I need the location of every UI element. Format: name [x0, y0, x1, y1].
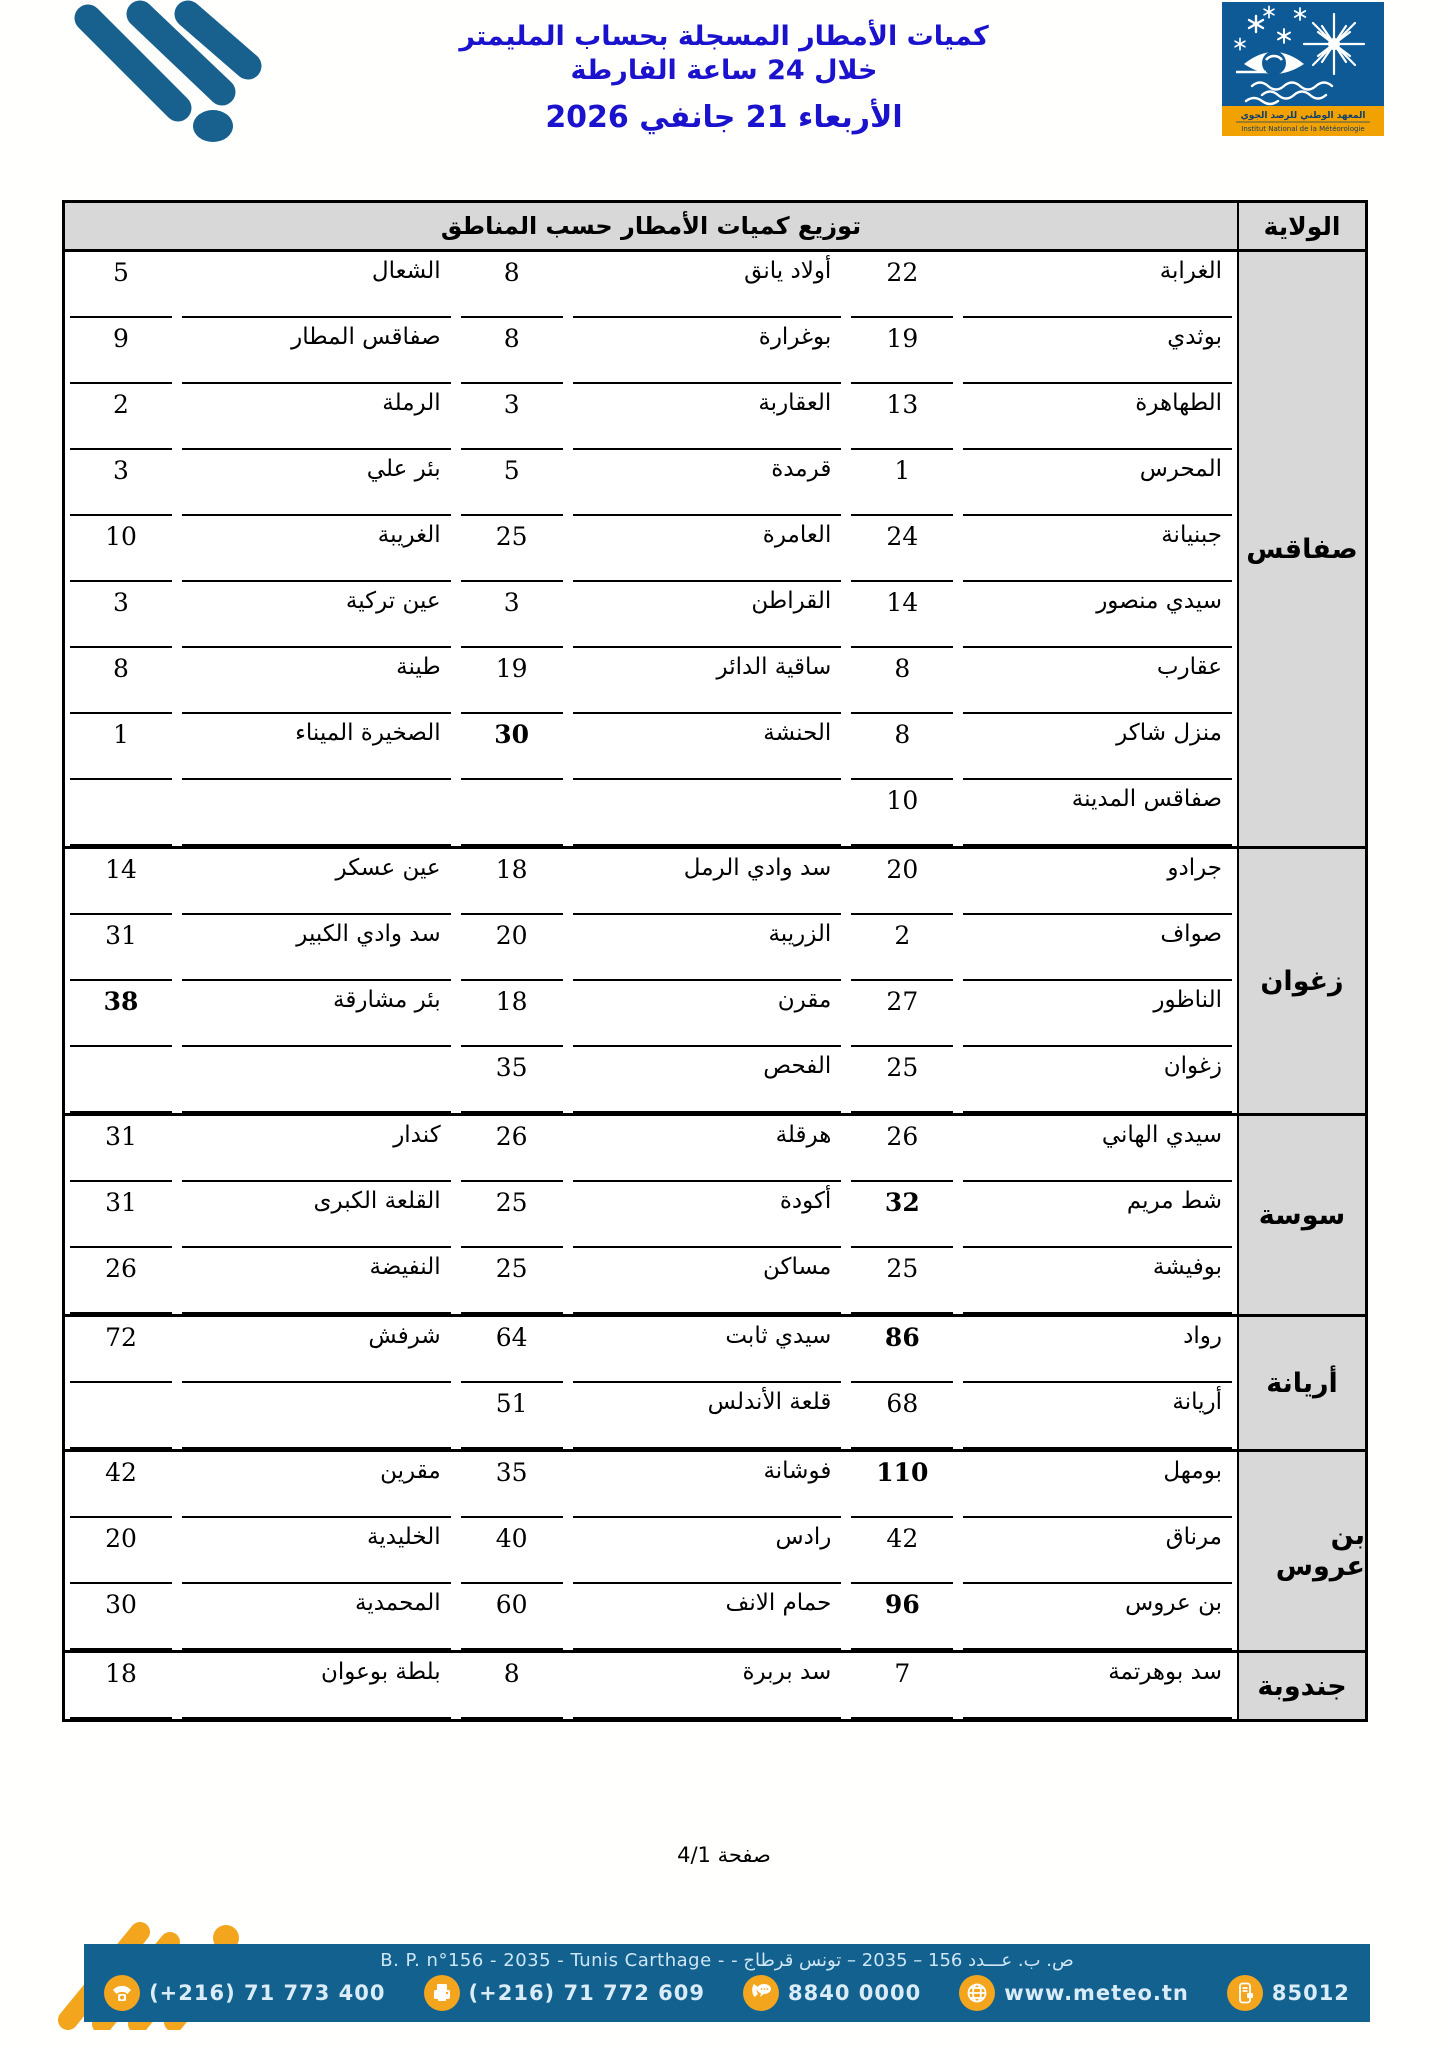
- call-center-icon: [743, 1975, 779, 2011]
- rain-value: 24: [851, 516, 953, 582]
- rain-value: 18: [461, 849, 563, 915]
- rain-value: 18: [70, 1653, 172, 1719]
- rain-value: 25: [851, 1248, 953, 1314]
- station-name: النفيضة: [182, 1248, 451, 1314]
- wilaya-label: أريانة: [1237, 1317, 1365, 1449]
- rain-value: 26: [851, 1116, 953, 1182]
- rain-value: 19: [851, 318, 953, 384]
- station-name: أكودة: [573, 1182, 842, 1248]
- mobile-sms-icon: [1227, 1975, 1263, 2011]
- station-name: العامرة: [573, 516, 842, 582]
- table-row: [65, 780, 1237, 846]
- table-row: [65, 1452, 1237, 1518]
- rain-value: 25: [461, 1182, 563, 1248]
- station-name: المحرس: [963, 450, 1232, 516]
- station-name: بوغرارة: [573, 318, 842, 384]
- table-row: [65, 1182, 1237, 1248]
- station-name: بلطة بوعوان: [182, 1653, 451, 1719]
- table-row: [65, 714, 1237, 780]
- station-name: الزريبة: [573, 915, 842, 981]
- rain-value: 31: [70, 1182, 172, 1248]
- station-name: مساكن: [573, 1248, 842, 1314]
- rain-value: 14: [851, 582, 953, 648]
- station-name: صفاقس المطار: [182, 318, 451, 384]
- page-number: صفحة 4/1: [677, 1843, 771, 1867]
- table-row: [65, 252, 1237, 318]
- rain-value: 26: [70, 1248, 172, 1314]
- rain-value: 10: [70, 516, 172, 582]
- rain-value: 86: [851, 1317, 953, 1383]
- rain-value: 3: [70, 582, 172, 648]
- station-name: شط مريم: [963, 1182, 1232, 1248]
- wilaya-label: جندوبة: [1237, 1653, 1365, 1719]
- inm-logo: [1222, 2, 1384, 136]
- station-name: صفاقس المدينة: [963, 780, 1232, 846]
- inm-caption-fr: Institut National de la Météorologie: [1241, 125, 1365, 133]
- wilaya-section: [65, 1317, 1365, 1452]
- station-name: قرمدة: [573, 450, 842, 516]
- station-name: صواف: [963, 915, 1232, 981]
- station-name: حمام الانف: [573, 1584, 842, 1650]
- report-title-line1: كميات الأمطار المسجلة بحساب المليمتر: [459, 21, 989, 52]
- station-name: عين عسكر: [182, 849, 451, 915]
- station-name: سد وادي الكبير: [182, 915, 451, 981]
- station-name: مقرن: [573, 981, 842, 1047]
- station-name: كندار: [182, 1116, 451, 1182]
- rain-value: 25: [461, 1248, 563, 1314]
- station-name: [182, 1383, 451, 1449]
- station-name: الخليدية: [182, 1518, 451, 1584]
- footer-contacts: [84, 1975, 1370, 2011]
- station-name: بئر علي: [182, 450, 451, 516]
- station-name: منزل شاكر: [963, 714, 1232, 780]
- rain-value: 3: [461, 384, 563, 450]
- wilaya-section: [65, 1653, 1365, 1719]
- rain-value: 3: [70, 450, 172, 516]
- table-row: [65, 915, 1237, 981]
- fax-icon: [424, 1975, 460, 2011]
- rain-value: 18: [461, 981, 563, 1047]
- rain-value: 14: [70, 849, 172, 915]
- wilaya-section: [65, 252, 1365, 849]
- station-name: المحمدية: [182, 1584, 451, 1650]
- station-name: مرناق: [963, 1518, 1232, 1584]
- station-name: عين تركية: [182, 582, 451, 648]
- wilaya-section: [65, 1452, 1365, 1653]
- station-name: سيدي منصور: [963, 582, 1232, 648]
- station-name: طينة: [182, 648, 451, 714]
- station-name: الفحص: [573, 1047, 842, 1113]
- rain-value: 35: [461, 1452, 563, 1518]
- table-row: [65, 1116, 1237, 1182]
- station-name: الغرابة: [963, 252, 1232, 318]
- station-name: بئر مشارقة: [182, 981, 451, 1047]
- table-row: [65, 1383, 1237, 1449]
- wilaya-label: بن عروس: [1237, 1452, 1365, 1650]
- station-name: بوفيشة: [963, 1248, 1232, 1314]
- rain-value: 25: [851, 1047, 953, 1113]
- table-row: [65, 450, 1237, 516]
- station-name: أريانة: [963, 1383, 1232, 1449]
- station-name: الصخيرة الميناء: [182, 714, 451, 780]
- rain-value: 60: [461, 1584, 563, 1650]
- station-name: قلعة الأندلس: [573, 1383, 842, 1449]
- rain-value: [70, 1047, 172, 1113]
- header-regions: توزيع كميات الأمطار حسب المناطق: [440, 212, 862, 240]
- rain-value: 20: [851, 849, 953, 915]
- table-row: [65, 1584, 1237, 1650]
- station-name: [182, 780, 451, 846]
- station-name: الناظور: [963, 981, 1232, 1047]
- station-name: ساقية الدائر: [573, 648, 842, 714]
- footer-address-fr: B. P. n°156 - 2035 - Tunis Carthage -: [380, 1950, 725, 1971]
- table-row: [65, 516, 1237, 582]
- header-wilaya: الولاية: [1237, 203, 1365, 249]
- table-row: [65, 1653, 1237, 1719]
- rain-value: [70, 1383, 172, 1449]
- footer-address-ar: ص. ب. عـــدد 156 – 2035 – تونس قرطاج -: [731, 1950, 1074, 1971]
- station-name: شرفش: [182, 1317, 451, 1383]
- rain-value: 10: [851, 780, 953, 846]
- rain-value: 31: [70, 1116, 172, 1182]
- wilaya-section: [65, 1116, 1365, 1317]
- rainfall-table: [62, 200, 1368, 1722]
- station-name: الغريبة: [182, 516, 451, 582]
- table-row: [65, 648, 1237, 714]
- globe-icon: [959, 1975, 995, 2011]
- station-name: هرقلة: [573, 1116, 842, 1182]
- station-name: [573, 780, 842, 846]
- rain-value: 40: [461, 1518, 563, 1584]
- rain-value: 64: [461, 1317, 563, 1383]
- rain-value: [70, 780, 172, 846]
- station-name: فوشانة: [573, 1452, 842, 1518]
- report-title-line2: خلال 24 ساعة الفارطة: [570, 55, 878, 86]
- station-name: القراطن: [573, 582, 842, 648]
- station-name: عقارب: [963, 648, 1232, 714]
- footer-callcenter: 8840 0000: [743, 1975, 921, 2011]
- table-row: [65, 981, 1237, 1047]
- rain-value: 68: [851, 1383, 953, 1449]
- rain-value: 110: [851, 1452, 953, 1518]
- station-name: الحنشة: [573, 714, 842, 780]
- inm-caption-ar: المعهد الوطني للرصد الجوي: [1240, 111, 1366, 121]
- rain-value: 8: [851, 648, 953, 714]
- table-row: [65, 1047, 1237, 1113]
- rain-value: 32: [851, 1182, 953, 1248]
- rain-value: 30: [70, 1584, 172, 1650]
- telephone-icon: [104, 1975, 140, 2011]
- station-name: الرملة: [182, 384, 451, 450]
- rain-value: 5: [70, 252, 172, 318]
- rain-value: 1: [851, 450, 953, 516]
- table-row: [65, 384, 1237, 450]
- rain-value: 7: [851, 1653, 953, 1719]
- rain-value: 42: [70, 1452, 172, 1518]
- rain-value: 19: [461, 648, 563, 714]
- station-name: رادس: [573, 1518, 842, 1584]
- table-header-row: [65, 203, 1365, 252]
- rain-value: 31: [70, 915, 172, 981]
- station-name: [182, 1047, 451, 1113]
- rain-value: 35: [461, 1047, 563, 1113]
- rain-value: 27: [851, 981, 953, 1047]
- rain-value: 20: [461, 915, 563, 981]
- wilaya-label: صفاقس: [1237, 252, 1365, 846]
- station-name: زغوان: [963, 1047, 1232, 1113]
- station-name: الطهاهرة: [963, 384, 1232, 450]
- table-body: [65, 252, 1365, 1719]
- rain-value: 8: [851, 714, 953, 780]
- rain-value: 72: [70, 1317, 172, 1383]
- station-name: جرادو: [963, 849, 1232, 915]
- table-row: [65, 1317, 1237, 1383]
- footer-phone: (+216) 71 773 400: [104, 1975, 385, 2011]
- rain-value: [461, 780, 563, 846]
- station-name: أولاد يانق: [573, 252, 842, 318]
- table-row: [65, 1518, 1237, 1584]
- station-name: سيدي الهاني: [963, 1116, 1232, 1182]
- rain-value: 51: [461, 1383, 563, 1449]
- footer-sms: 85012: [1227, 1975, 1350, 2011]
- rain-value: 22: [851, 252, 953, 318]
- station-name: سيدي ثابت: [573, 1317, 842, 1383]
- rain-value: 8: [461, 318, 563, 384]
- rain-value: 38: [70, 981, 172, 1047]
- rain-value: 25: [461, 516, 563, 582]
- rain-value: 13: [851, 384, 953, 450]
- rain-value: 8: [461, 252, 563, 318]
- rain-value: 20: [70, 1518, 172, 1584]
- rain-value: 30: [461, 714, 563, 780]
- footer: [84, 1944, 1370, 2022]
- station-name: الشعال: [182, 252, 451, 318]
- report-date: الأربعاء 21 جانفي 2026: [545, 100, 903, 135]
- station-name: مقرين: [182, 1452, 451, 1518]
- station-name: سد بوهرتمة: [963, 1653, 1232, 1719]
- station-name: رواد: [963, 1317, 1232, 1383]
- table-row: [65, 849, 1237, 915]
- wilaya-label: سوسة: [1237, 1116, 1365, 1314]
- table-row: [65, 318, 1237, 384]
- footer-website: www.meteo.tn: [959, 1975, 1189, 2011]
- station-name: سد بربرة: [573, 1653, 842, 1719]
- wilaya-section: [65, 849, 1365, 1116]
- rain-value: 2: [70, 384, 172, 450]
- rain-value: 8: [70, 648, 172, 714]
- rain-value: 2: [851, 915, 953, 981]
- rain-value: 1: [70, 714, 172, 780]
- table-row: [65, 1248, 1237, 1314]
- station-name: بن عروس: [963, 1584, 1232, 1650]
- rain-value: 3: [461, 582, 563, 648]
- station-name: بومهل: [963, 1452, 1232, 1518]
- station-name: القلعة الكبرى: [182, 1182, 451, 1248]
- rain-value: 26: [461, 1116, 563, 1182]
- footer-address: [84, 1944, 1370, 1971]
- station-name: بوثدي: [963, 318, 1232, 384]
- station-name: جبنيانة: [963, 516, 1232, 582]
- rain-value: 96: [851, 1584, 953, 1650]
- station-name: العقاربة: [573, 384, 842, 450]
- footer-fax: (+216) 71 772 609: [424, 1975, 705, 2011]
- rain-value: 9: [70, 318, 172, 384]
- rain-value: 8: [461, 1653, 563, 1719]
- rain-value: 42: [851, 1518, 953, 1584]
- station-name: سد وادي الرمل: [573, 849, 842, 915]
- rain-value: 5: [461, 450, 563, 516]
- table-row: [65, 582, 1237, 648]
- wilaya-label: زغوان: [1237, 849, 1365, 1113]
